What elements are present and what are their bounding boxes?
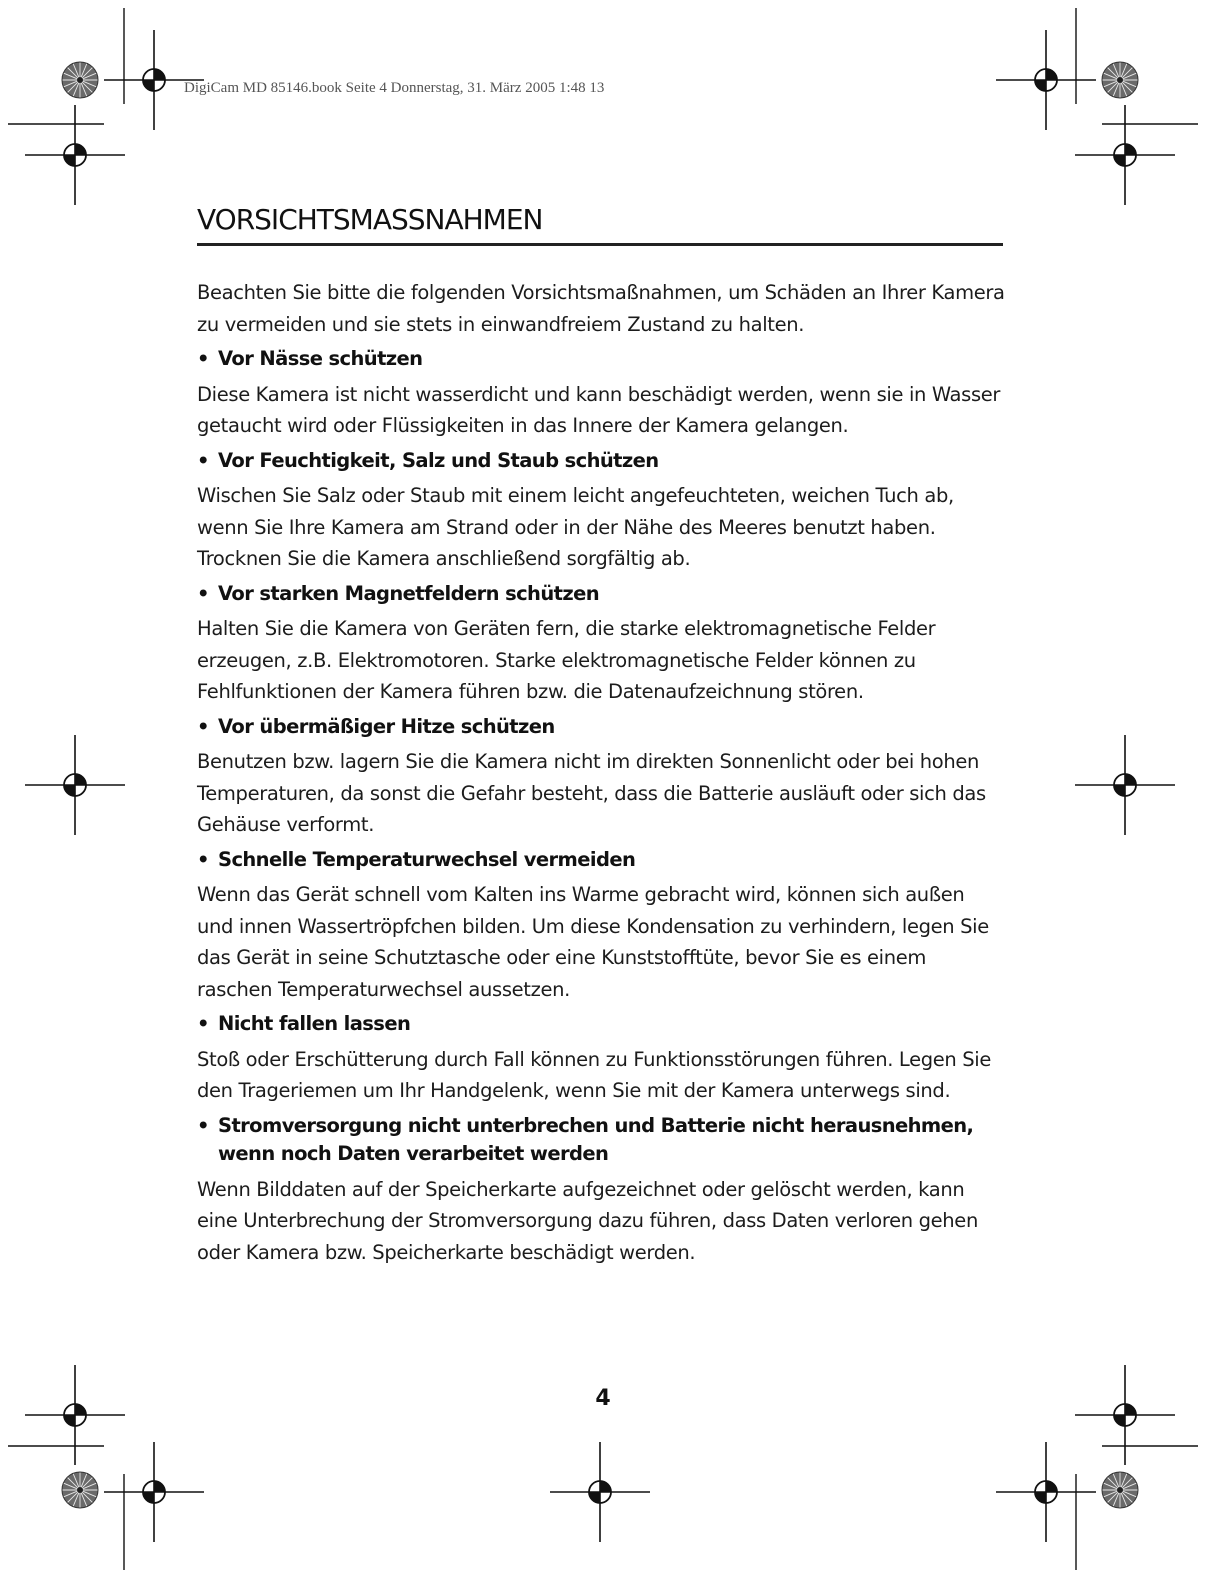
section-paragraph: Halten Sie die Kamera von Geräten fern, die starke elektromagnetische Felder erzeugen, z.B. Elektromotoren. Starke elektromagnetische Felder können zu Fehlfunktionen der Kamera führen bzw. die Datenaufzeichnung stören. <box>197 617 936 703</box>
bullet-icon: • <box>197 1012 209 1035</box>
bullet-icon: • <box>197 714 209 738</box>
print-slug-line: DigiCam MD 85146.book Seite 4 Donnerstag, 31. März 2005 1:48 13 <box>184 80 605 96</box>
section-paragraph: Wenn das Gerät schnell vom Kalten ins Warme gebracht wird, können sich außen und innen Wassertröpfchen bilden. Um diese Kondensation zu verhindern, legen Sie das Gerät in seine Schutztasche oder eine Kunststofftüte, bevor Sie es einem raschen Temperaturwechsel aussetzen. <box>197 883 989 1001</box>
document-body <box>197 277 1005 1268</box>
section-heading: • Vor Feuchtigkeit, Salz und Staub schützen <box>197 447 1005 476</box>
section-paragraph: Wenn Bilddaten auf der Speicherkarte aufgezeichnet oder gelöscht werden, kann eine Unterbrechung der Stromversorgung dazu führen, dass Daten verloren gehen oder Kamera bzw. Speicherkarte beschädigt werden. <box>197 1177 978 1264</box>
section-heading: • Vor übermäßiger Hitze schützen <box>197 713 1005 742</box>
section-heading: • Stromversorgung nicht unterbrechen und Batterie nicht herausnehmen, wenn noch Daten verarbeitet werden <box>197 1113 974 1165</box>
page-title: VORSICHTSMASSNAHMEN <box>197 203 543 236</box>
section-heading: • Schnelle Temperaturwechsel vermeiden <box>197 846 1005 875</box>
bullet-icon: • <box>197 581 209 605</box>
section-paragraph: Benutzen bzw. lagern Sie die Kamera nicht im direkten Sonnenlicht oder bei hohen Temperaturen, da sonst die Gefahr besteht, dass die Batterie ausläuft oder sich das Gehäuse verformt. <box>197 750 986 836</box>
section-paragraph: Stoß oder Erschütterung durch Fall können zu Funktionsstörungen führen. Legen Sie den Trageriemen um Ihr Handgelenk, wenn Sie mit der Kamera unterwegs sind. <box>197 1047 991 1102</box>
bullet-icon: • <box>197 847 209 871</box>
bullet-icon: • <box>197 347 209 370</box>
section-heading: • Nicht fallen lassen <box>197 1010 1005 1039</box>
bullet-icon: • <box>197 1113 209 1137</box>
section-heading: • Vor starken Magnetfeldern schützen <box>197 580 1005 609</box>
intro-paragraph: Beachten Sie bitte die folgenden Vorsichtsmaßnahmen, um Schäden an Ihrer Kamera zu vermeiden und sie stets in einwandfreiem Zustand zu halten. <box>197 281 1005 336</box>
page-number: 4 <box>595 1386 611 1411</box>
section-heading: • Vor Nässe schützen <box>197 345 1005 374</box>
section-paragraph: Wischen Sie Salz oder Staub mit einem leicht angefeuchteten, weichen Tuch ab, wenn Sie Ihre Kamera am Strand oder in der Nähe des Meeres benutzt haben. Trocknen Sie die Kamera anschließend sorgfältig ab. <box>197 484 954 570</box>
section-paragraph: Diese Kamera ist nicht wasserdicht und kann beschädigt werden, wenn sie in Wasser getaucht wird oder Flüssigkeiten in das Innere der Kamera gelangen. <box>197 382 1001 437</box>
title-underline <box>197 243 1003 246</box>
bullet-icon: • <box>197 448 209 472</box>
